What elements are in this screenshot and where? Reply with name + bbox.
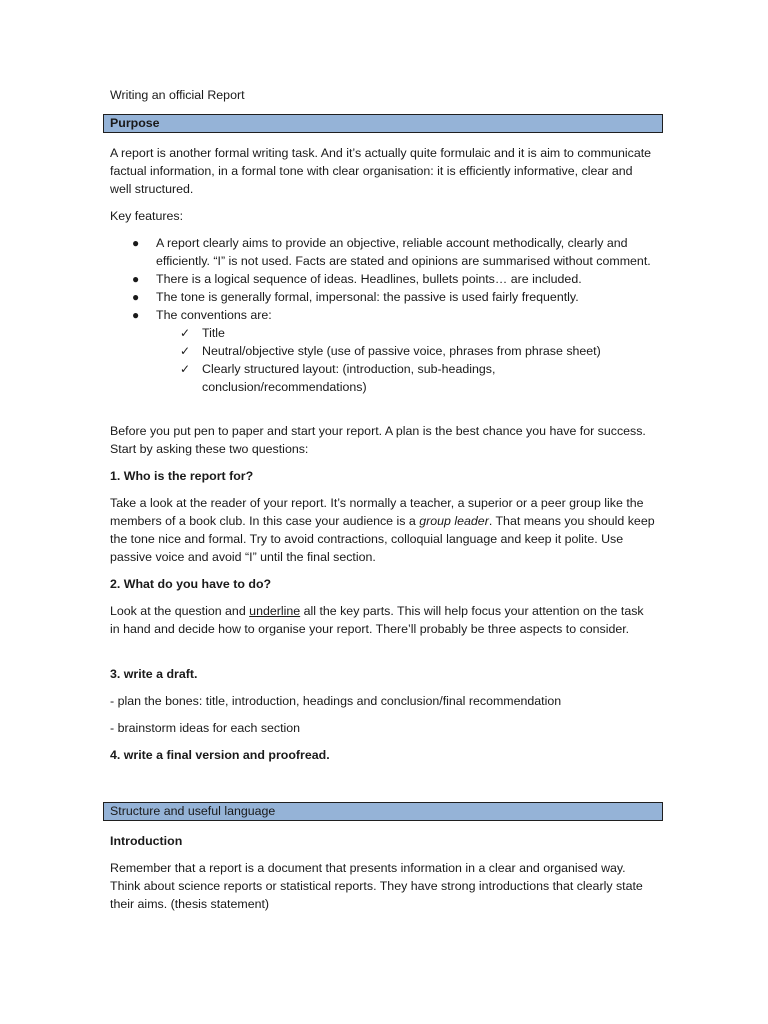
- intro-paragraph: A report is another formal writing task. And it’s actually quite formulaic and it is aim to communicate factual information, in a formal tone with clear organisation: it is efficiently informative, clear and well structured.: [110, 146, 652, 196]
- draft-item: - plan the bones: title, introduction, headings and conclusion/final recommendation: [110, 694, 562, 708]
- list-item: ● The tone is generally formal, impersonal: the passive is used fairly frequently.: [132, 290, 579, 304]
- checkmark-icon: ✓: [180, 362, 191, 376]
- question-1-heading: 1. Who is the report for?: [110, 469, 254, 483]
- draft-item: - brainstorm ideas for each section: [110, 721, 301, 735]
- bullet-dot-icon: ●: [132, 272, 140, 286]
- question-1-text: Take a look at the reader of your report. It’s normally a teacher, a superior or a peer group like the members of a book club. In this case your audience is a group leader. That means you should keep the tone nice and formal. Try to avoid contractions, colloquial language and keep it polite. Use passive voice and avoid “I” until the final section.: [110, 496, 655, 564]
- question-3-heading: 3. write a draft.: [110, 667, 198, 681]
- list-item: ● There is a logical sequence of ideas. Headlines, bullets points… are included.: [132, 272, 582, 286]
- introduction-heading: Introduction: [110, 834, 183, 848]
- section-heading-structure: [103, 802, 663, 821]
- section-heading-purpose-label: Purpose: [110, 116, 160, 130]
- checkmark-icon: ✓: [180, 344, 191, 358]
- question-2-text: Look at the question and underline all the key parts. This will help focus your attention on the task in hand and decide how to organise your report. There’ll probably be three aspects to consider.: [110, 604, 644, 636]
- list-item: ● The conventions are: ✓ Title ✓ Neutral/objective style (use of passive voice, phrases from phrase sheet) ✓ Clearly structured layout: (introduction, sub-headings, conclusion/recommendations): [110, 306, 656, 396]
- key-features-list: [110, 234, 656, 396]
- document-title: Writing an official Report: [110, 88, 245, 102]
- key-features-label: Key features:: [110, 209, 184, 223]
- bullet-dot-icon: ●: [132, 236, 140, 250]
- checkmark-icon: ✓: [180, 326, 191, 340]
- list-item: ● A report clearly aims to provide an objective, reliable account methodically, clearly and efficiently. “I” is not used. Facts are stated and opinions are summarised without comment.: [132, 236, 651, 268]
- convention-item: ✓ Neutral/objective style (use of passive voice, phrases from phrase sheet): [180, 344, 601, 358]
- section-heading-structure-label: Structure and useful language: [110, 804, 276, 818]
- convention-item: ✓ Title: [180, 326, 225, 340]
- bullet-dot-icon: ●: [132, 308, 140, 322]
- conventions-list: [156, 324, 656, 396]
- before-paragraph: Before you put pen to paper and start your report. A plan is the best chance you have for success. Start by asking these two questions:: [110, 424, 646, 456]
- question-4-heading: 4. write a final version and proofread.: [110, 748, 330, 762]
- convention-item: ✓ Clearly structured layout: (introduction, sub-headings, conclusion/recommendations): [180, 362, 496, 394]
- question-2-heading: 2. What do you have to do?: [110, 577, 272, 591]
- introduction-text: Remember that a report is a document that presents information in a clear and organised way. Think about science reports or statistical reports. They have strong introductions that clearly state their aims. (thesis statement): [110, 861, 643, 911]
- section-heading-purpose: [103, 114, 663, 133]
- bullet-dot-icon: ●: [132, 290, 140, 304]
